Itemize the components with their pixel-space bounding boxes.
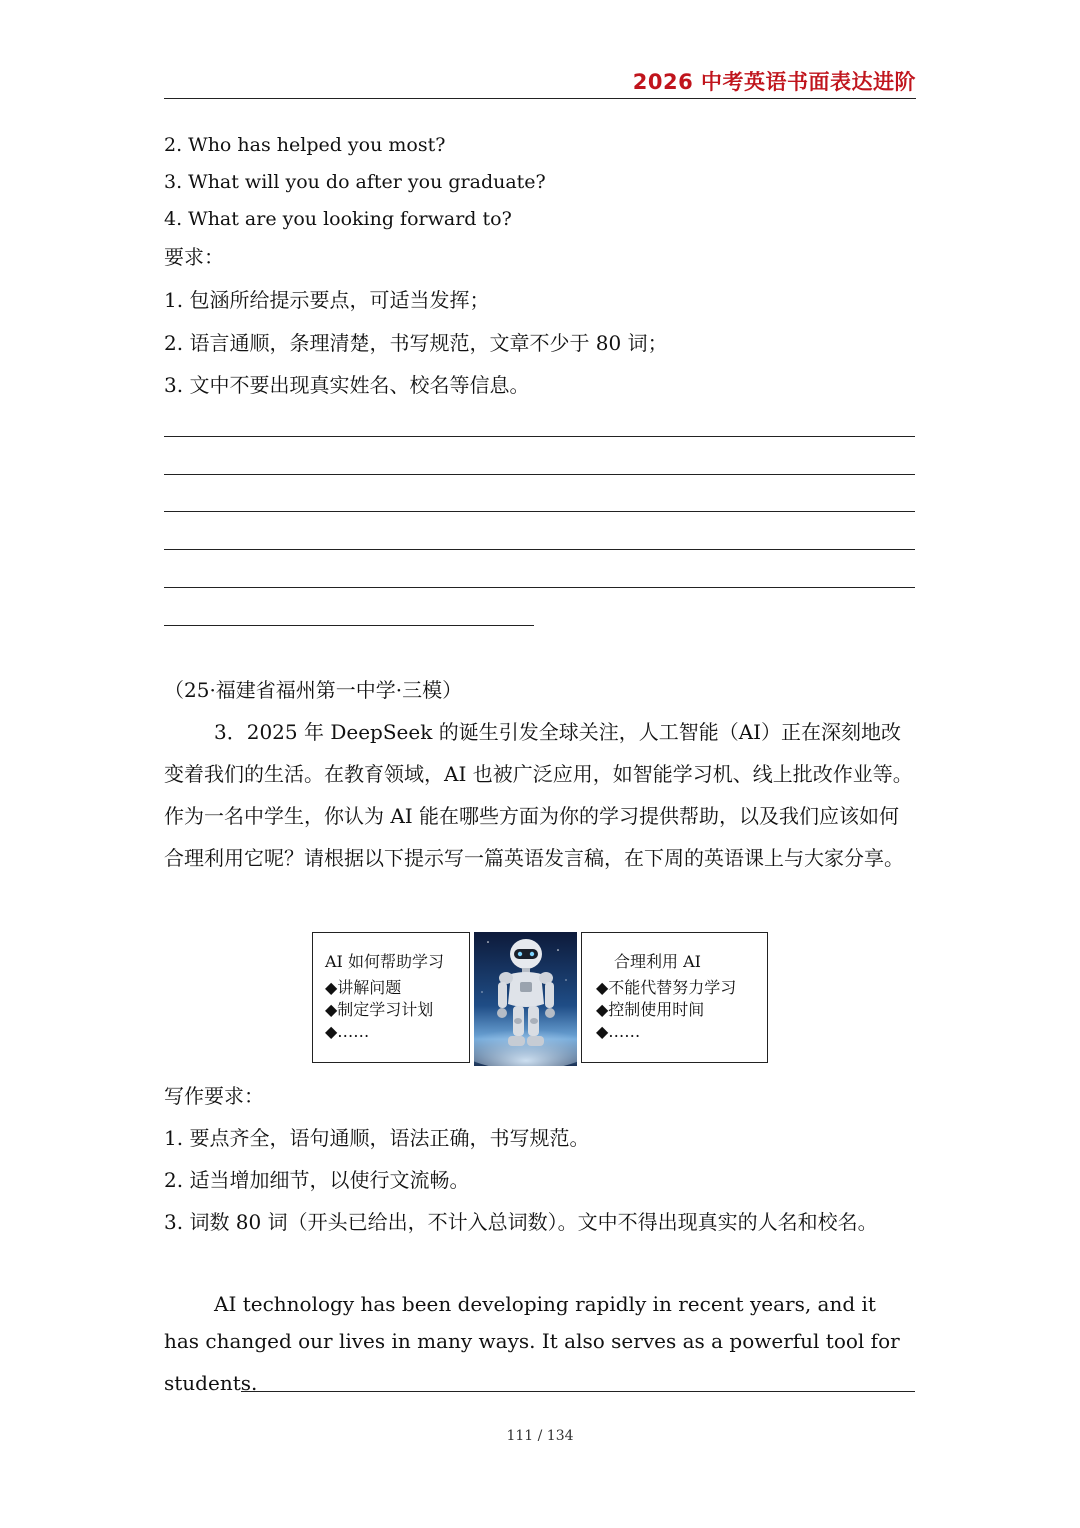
- answer-line: [164, 587, 915, 588]
- task-prompt: 3．2025 年 DeepSeek 的诞生引发全球关注，人工智能（AI）正在深刻地改变着我们的生活。在教育领域，AI 也被广泛应用，如智能学习机、线上批改作业等。作为一名中学生，你认为 AI 能在哪些方面为你的学习提供帮助，以及我们应该如何合理利用它呢？请根据以下提示写一篇英语发言稿，在下周的英语课上与大家分享。: [164, 720, 913, 870]
- list-item: ◆制定学习计划: [325, 1000, 434, 1019]
- list-item: ◆控制使用时间: [596, 1000, 705, 1019]
- robot-image: [474, 932, 577, 1066]
- requirement-item-2: 2. 语言通顺，条理清楚，书写规范，文章不少于 80 词；: [164, 331, 668, 355]
- essay-opening: AI technology has been developing rapidly in recent years, and it has changed our lives in many ways. It also serves as a powerful tool for: [164, 1292, 900, 1353]
- writing-requirement-3: 3. 词数 80 词（开头已给出，不计入总词数）。文中不得出现真实的人名和校名。: [164, 1210, 878, 1234]
- writing-requirement-1: 1. 要点齐全，语句通顺，语法正确，书写规范。: [164, 1126, 590, 1150]
- question-4: 4. What are you looking forward to?: [164, 208, 512, 230]
- answer-line: [164, 511, 915, 512]
- answer-line: [241, 1391, 915, 1392]
- page-number: 111 / 134: [506, 1428, 574, 1444]
- question-3: 3. What will you do after you graduate?: [164, 171, 546, 193]
- list-item: ◆……: [596, 1022, 641, 1041]
- header-rule: [164, 98, 916, 99]
- list-item: ◆讲解问题: [325, 978, 402, 997]
- essay-opening-end: students.: [164, 1371, 258, 1395]
- writing-requirement-2: 2. 适当增加细节，以使行文流畅。: [164, 1168, 470, 1192]
- box-title: 合理利用 AI: [614, 952, 701, 971]
- list-item: ◆不能代替努力学习: [596, 978, 737, 997]
- answer-line: [164, 436, 915, 437]
- question-2: 2. Who has helped you most?: [164, 134, 446, 156]
- answer-line: [164, 474, 915, 475]
- hint-figure: [312, 932, 768, 1066]
- answer-line-short: [164, 625, 534, 626]
- box-title: AI 如何帮助学习: [325, 952, 444, 971]
- task-source: （25·福建省福州第一中学·三模）: [164, 678, 463, 702]
- document-header-title: 2026 中考英语书面表达进阶: [632, 70, 916, 94]
- how-ai-helps-box: [312, 932, 470, 1063]
- list-item: ◆……: [325, 1022, 370, 1041]
- answer-line: [164, 549, 915, 550]
- use-ai-wisely-box: [581, 932, 768, 1063]
- requirement-item-3: 3. 文中不要出现真实姓名、校名等信息。: [164, 373, 530, 397]
- requirement-item-1: 1. 包涵所给提示要点，可适当发挥；: [164, 288, 490, 312]
- writing-requirements-heading: 写作要求：: [164, 1084, 264, 1108]
- requirements-heading: 要求：: [164, 245, 224, 269]
